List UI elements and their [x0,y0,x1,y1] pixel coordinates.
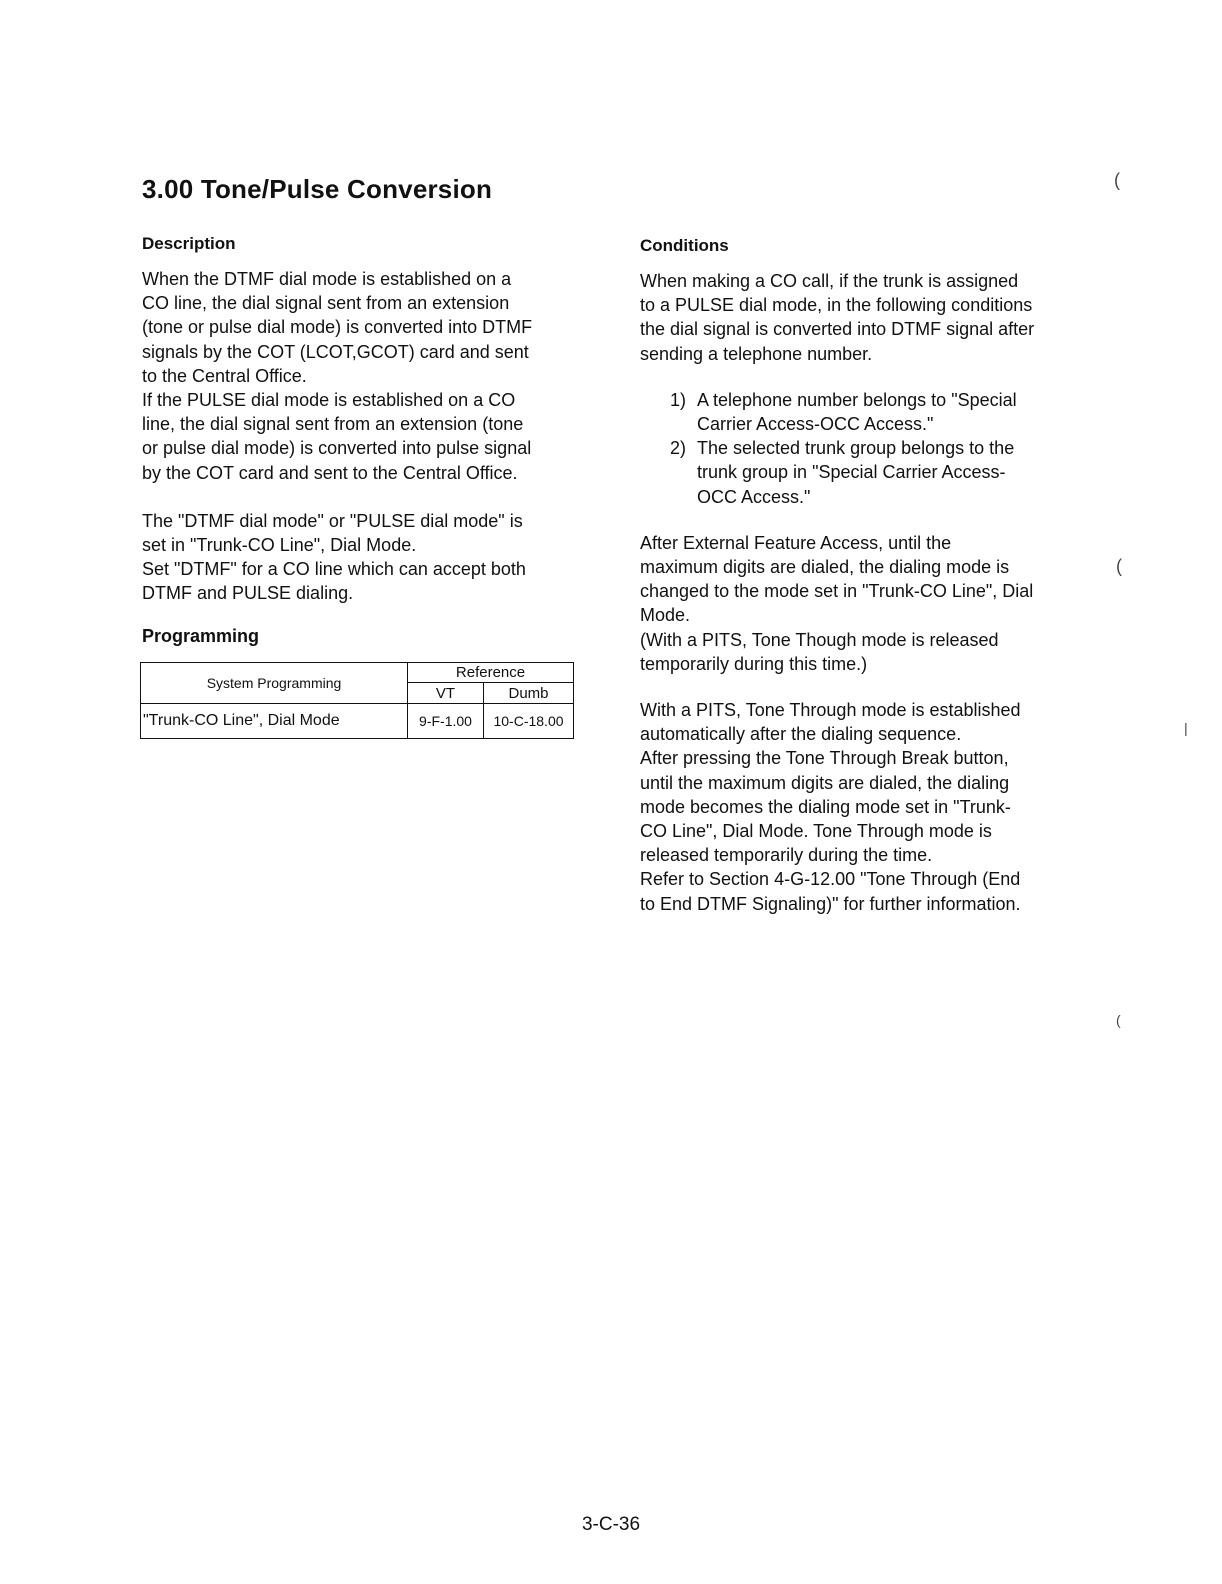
scan-speck: ( [1116,556,1122,576]
text-line: The "DTMF dial mode" or "PULSE dial mode" is [142,510,523,531]
text-line: A telephone number belongs to "Special [697,389,1017,410]
text-line: to End DTMF Signaling)" for further information. [640,893,1021,914]
list-item-number: 2) [670,438,687,459]
text-line: The selected trunk group belongs to the [697,438,1015,459]
text-line: sending a telephone number. [640,343,873,364]
text-line: After pressing the Tone Through Break button, [640,748,1009,769]
cell-item: "Trunk-CO Line", Dial Mode [141,704,408,739]
header-reference: Reference [408,663,574,683]
scan-speck: ( [1116,1012,1121,1028]
text-line: DTMF and PULSE dialing. [142,583,354,604]
text-line: to the Central Office. [142,365,307,386]
text-line: trunk group in "Special Carrier Access- [697,462,1006,483]
text-line: With a PITS, Tone Through mode is established [640,700,1021,721]
description-paragraph-2 [142,509,592,606]
text-line: released temporarily during the time. [640,845,933,866]
page-title: 3.00 Tone/Pulse Conversion [142,174,493,204]
cell-dumb: 10-C-18.00 [484,704,574,739]
scan-speck: ( [1114,170,1120,190]
text-line: line, the dial signal sent from an extension (tone [142,414,524,435]
text-line: When the DTMF dial mode is established on a [142,269,512,289]
text-line: set in "Trunk-CO Line", Dial Mode. [142,535,417,556]
text-line: mode becomes the dialing mode set in "Trunk- [640,796,1011,817]
text-line: automatically after the dialing sequence. [640,724,962,745]
text-line: temporarily during this time.) [640,653,868,674]
text-line: If the PULSE dial mode is established on a CO [142,390,516,411]
text-line: by the COT card and sent to the Central Office. [142,462,518,483]
external-feature-paragraph [640,531,1090,676]
programming-heading: Programming [142,625,260,646]
text-line: CO Line", Dial Mode. Tone Through mode is [640,821,992,842]
header-system-programming: System Programming [141,663,408,704]
text-line: or pulse dial mode) is converted into pulse signal [142,438,532,459]
text-line: changed to the mode set in "Trunk-CO Line", Dial [640,581,1034,602]
pits-paragraph [640,698,1090,916]
text-line: maximum digits are dialed, the dialing mode is [640,557,1010,578]
text-line: Mode. [640,605,691,626]
conditions-heading: Conditions [640,236,729,255]
table-row [141,704,574,739]
text-line: Carrier Access-OCC Access." [697,414,934,435]
list-item [640,436,1090,509]
header-dumb: Dumb [484,683,574,704]
text-line: to a PULSE dial mode, in the following conditions [640,295,1033,316]
text-line: (With a PITS, Tone Though mode is released [640,629,999,650]
header-vt: VT [408,683,484,704]
text-line: signals by the COT (LCOT,GCOT) card and sent [142,341,529,362]
text-line: CO line, the dial signal sent from an extension [142,293,510,314]
description-heading: Description [142,234,236,253]
text-line: After External Feature Access, until the [640,532,952,553]
list-item [640,388,1090,436]
right-column [640,234,1090,916]
scan-speck: | [1184,720,1188,736]
list-item-number: 1) [670,389,687,410]
text-line: until the maximum digits are dialed, the dialing [640,772,1010,793]
page-number: 3-C-36 [581,1514,641,1535]
conditions-intro [640,269,1090,366]
text-line: When making a CO call, if the trunk is assigned [640,271,1019,291]
text-line: Set "DTMF" for a CO line which can accept both [142,559,526,580]
text-line: Refer to Section 4-G-12.00 "Tone Through (End [640,869,1021,890]
text-line: OCC Access." [697,486,811,507]
text-line: (tone or pulse dial mode) is converted into DTMF [142,317,533,338]
programming-table [140,662,574,739]
conditions-list [640,388,1090,509]
description-paragraph-1 [142,267,592,485]
cell-vt: 9-F-1.00 [408,704,484,739]
text-line: the dial signal is converted into DTMF signal after [640,319,1035,340]
table-header-row [141,663,574,683]
left-column [142,234,592,647]
